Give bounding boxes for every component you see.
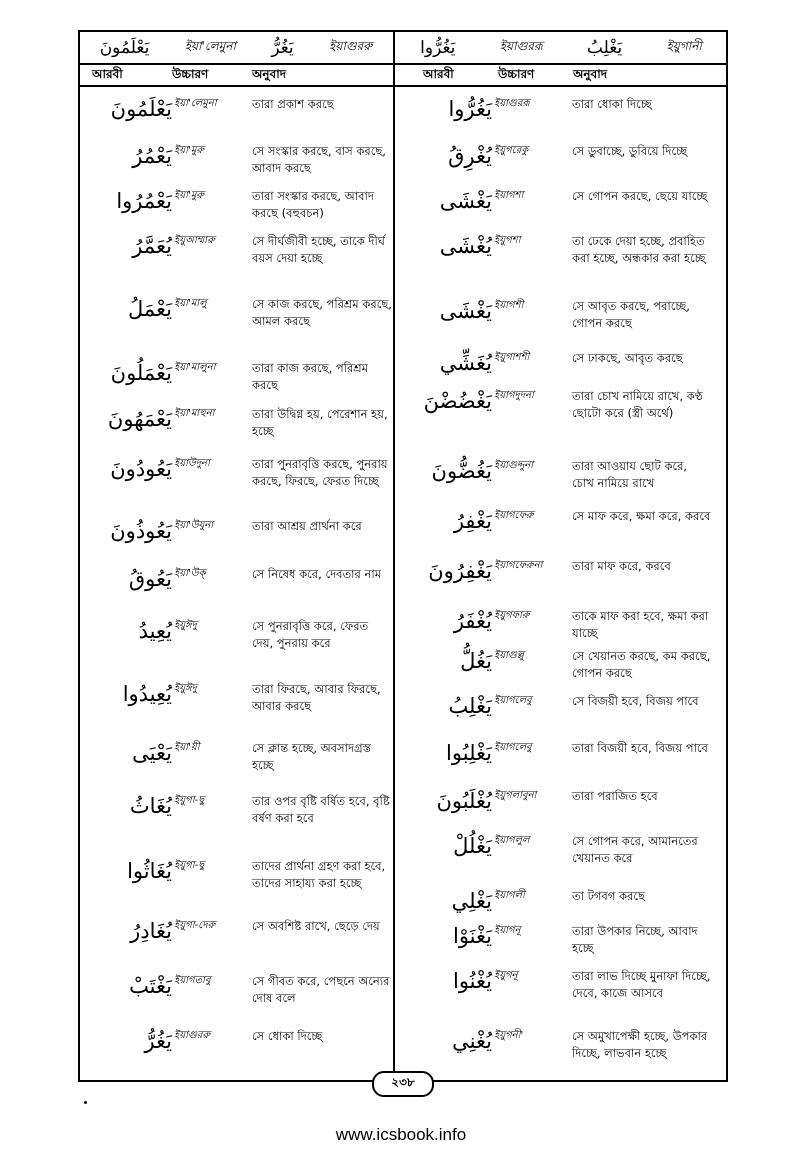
pronunciation: ইয়াগুল্লু — [494, 650, 524, 661]
arabic-word: يَغْلِبُوا — [446, 741, 492, 765]
header-right-pron-2: ইয়ুগানী — [666, 38, 702, 53]
arabic-word: يَعْمَلُ — [127, 297, 172, 321]
arabic-word: يَعْمَلُونَ — [110, 361, 172, 385]
meaning: তারা আশ্রয় প্রার্থনা করে — [252, 519, 362, 533]
meaning: তাকে মাফ করা হবে, ক্ষমা করা যাচ্ছে — [572, 609, 709, 640]
pronunciation: ইয়ুআম্মারু — [174, 235, 215, 246]
pronunciation: ইয়ুগা-ছু — [174, 860, 205, 871]
arabic-word: يُغْرِقُ — [448, 144, 492, 168]
col-header-meaning: অনুবাদ — [252, 66, 287, 81]
pronunciation: ইয়াগশী — [494, 300, 524, 311]
arabic-word: يَغْنَوْا — [453, 924, 492, 948]
pronunciation: ইয়াগুররু — [174, 1030, 211, 1041]
pronunciation: ইয়ুঈদু — [174, 683, 197, 694]
meaning: তারা লাভ দিচ্ছে মুনাফা দিচ্ছে, দেবে, কাজে আসবে — [572, 969, 711, 1000]
meaning: সে পুনরাবৃত্তি করে, ফেরত দেয়, পুনরায় করে — [252, 619, 369, 650]
header-left-pron-1: ইয়া'লেমুনা — [184, 38, 236, 53]
pronunciation: ইয়ুঈদু — [174, 620, 197, 631]
pronunciation: ইয়ুগা-দেরু — [174, 920, 216, 931]
meaning: তারা কাজ করছে, পরিশ্রম করছে — [252, 361, 369, 392]
meaning: তা ঢেকে দেয়া হচ্ছে, প্রবাহিত করা হচ্ছে, অন্ধকার করা হচ্ছে — [572, 234, 706, 265]
pronunciation: ইয়াগনূ — [494, 925, 521, 936]
meaning: তারা উপকার নিচ্ছে, আবাদ হচ্ছে — [572, 924, 698, 955]
running-header-left — [82, 32, 390, 63]
header-left-arabic-1: يَعْلَمُونَ — [99, 37, 150, 58]
arabic-word: يَغْلِي — [451, 889, 492, 913]
pronunciation: ইয়া'উক্ — [174, 568, 206, 579]
meaning: তারা ফিরছে, আবার ফিরছে, আবার করছে — [252, 682, 381, 713]
meaning: তারা প্রকাশ করছে — [252, 97, 334, 111]
pronunciation: ইয়ুগনূ — [494, 970, 518, 981]
pronunciation: ইয়া'য়ী — [174, 742, 200, 753]
arabic-word: يُعِيدُوا — [122, 682, 172, 706]
pronunciation: ইয়াগতাবু — [174, 975, 211, 986]
meaning: সে কাজ করছে, পরিশ্রম করছে, আমল করছে — [252, 297, 392, 328]
pronunciation: ইয়া'মালুনা — [174, 362, 216, 373]
pronunciation: ইয়াগফেরু — [494, 510, 534, 521]
arabic-word: يَغْشَى — [439, 299, 492, 323]
speck — [84, 1101, 87, 1104]
meaning: সে আবৃত করছে, পরাচ্ছে, গোপন করছে — [572, 299, 690, 330]
pronunciation: ইয়ুগাশশী — [494, 352, 530, 363]
pronunciation: ইয়াগশা — [494, 190, 524, 201]
arabic-word: يَعُوقُ — [128, 567, 172, 591]
meaning: তারা বিজয়ী হবে, বিজয় পাবে — [572, 741, 708, 755]
arabic-word: يُغَاثُ — [129, 794, 172, 818]
arabic-word: يُغْنِي — [452, 1029, 492, 1053]
pronunciation: ইয়া'মুরু — [174, 190, 204, 201]
arabic-word: يُغْلَبُونَ — [436, 789, 492, 813]
meaning: তারা আওয়ায ছোট করে, চোখ নামিয়ে রাখে — [572, 459, 688, 490]
arabic-word: يَعُوذُونَ — [110, 519, 172, 543]
header-left-arabic-2: يَغُرُّ — [271, 37, 294, 58]
meaning: সে গীবত করে, পেছনে অন্যের দোষ বলে — [252, 974, 390, 1005]
meaning: তারা উদ্বিগ্ন হয়, পেরেশান হয়, হচ্ছে — [252, 407, 388, 438]
pronunciation: ইয়াগলেবু — [494, 695, 532, 706]
meaning: সে নিষেধ করে, দেবতার নাম — [252, 567, 382, 581]
meaning: তারা সংস্কার করছে, আবাদ করছে (বহুবচন) — [252, 189, 374, 220]
meaning: সে ঢাকছে, আবৃত করছে — [572, 351, 683, 365]
meaning: সে ডুবাচ্ছে, ডুবিয়ে দিচ্ছে — [572, 144, 687, 158]
meaning: তাদের প্রার্থনা গ্রহণ করা হবে, তাদের সাহায্য করা হচ্ছে — [252, 859, 386, 890]
col-header-arabic: আরবী — [92, 66, 123, 81]
arabic-word: يَغْشَى — [439, 189, 492, 213]
column-headers-right — [398, 66, 724, 85]
meaning: তা টগবগ করছে — [572, 889, 645, 903]
meaning: তারা চোখ নামিয়ে রাখে, কণ্ঠ ছোটো করে (স্ত্রী অর্থে) — [572, 389, 703, 420]
arabic-word: يَغْتَبْ — [129, 974, 172, 998]
col-header-pron: উচ্চারণ — [172, 66, 209, 81]
meaning: তারা পুনরাবৃত্তি করছে, পুনরায় করছে, ফিরছে, ফেরত দিচ্ছে — [252, 457, 388, 488]
running-header-right — [398, 32, 724, 63]
right-column — [402, 88, 717, 1078]
column-headers-left — [82, 66, 390, 85]
meaning: সে দীর্ঘজীবী হচ্ছে, তাকে দীর্ঘ বয়স দেয়া হচ্ছে — [252, 234, 385, 265]
arabic-word: يَعْمُرُوا — [116, 189, 172, 213]
col-header-arabic: আরবী — [423, 66, 454, 81]
arabic-word: يُعِيدُ — [138, 619, 172, 643]
pronunciation: ইয়ুগফারু — [494, 610, 530, 621]
arabic-word: يَعْيَى — [132, 741, 172, 765]
pronunciation: ইয়ুগরেকু — [494, 145, 529, 156]
arabic-word: يَغْفِرُونَ — [428, 559, 492, 583]
pronunciation: ইয়াগলুল — [494, 835, 530, 846]
meaning: সে সংস্কার করছে, বাস করছে, আবাদ করছে — [252, 144, 386, 175]
pronunciation: ইয়াগদুদনা — [494, 390, 534, 401]
meaning: সে মাফ করে, ক্ষমা করে, করবে — [572, 509, 711, 523]
meaning: সে ক্লান্ত হচ্ছে, অবসাদগ্রস্ত হচ্ছে — [252, 741, 371, 772]
arabic-word: يَغُلُّ — [460, 649, 492, 673]
arabic-word: يَغْفِرُ — [453, 509, 492, 533]
pronunciation: ইয়াগলেবু — [494, 742, 532, 753]
arabic-word: يَعْمَهُونَ — [107, 407, 172, 431]
arabic-word: يَغْلِبُ — [448, 694, 492, 718]
pronunciation: ইয়াউদুনা — [174, 458, 210, 469]
arabic-word: يَعُودُونَ — [110, 457, 172, 481]
arabic-word: يَعْلَمُونَ — [110, 97, 172, 121]
pronunciation: ইয়ুগলাবুনা — [494, 790, 537, 801]
arabic-word: يَغْضُضْنَ — [423, 389, 492, 413]
meaning: সে অবশিষ্ট রাখে, ছেড়ে দেয় — [252, 919, 380, 933]
meaning: তার ওপর বৃষ্টি বর্ষিত হবে, বৃষ্টি বর্ষণ করা হবে — [252, 794, 390, 825]
pronunciation: ইয়ুগশা — [494, 235, 521, 246]
meaning: সে ধোকা দিচ্ছে — [252, 1029, 323, 1043]
arabic-word: يُغْفَرُ — [453, 609, 492, 633]
pronunciation: ইয়াগুররূ — [494, 98, 530, 109]
meaning: সে বিজয়ী হবে, বিজয় পাবে — [572, 694, 699, 708]
meaning: সে গোপন করে, আমানতের খেয়ানত করে — [572, 834, 698, 865]
pronunciation: ইয়া'লেমুনা — [174, 98, 217, 109]
pronunciation: ইয়া'উযুনা — [174, 520, 214, 531]
arabic-word: يُغْنُوا — [453, 969, 492, 993]
arabic-word: يَعْمُرُ — [132, 144, 172, 168]
meaning: তারা মাফ করে, করবে — [572, 559, 671, 573]
pronunciation: ইয়া'মুরু — [174, 145, 204, 156]
arabic-word: يُغَاثُوا — [127, 859, 172, 883]
pronunciation: ইয়ুগা-ছু — [174, 795, 205, 806]
header-right-pron-1: ইয়াগুররূ — [499, 38, 543, 53]
arabic-word: يُغَشِّي — [439, 351, 492, 375]
meaning: তারা পরাজিত হবে — [572, 789, 658, 803]
pronunciation: ইয়াগুদ্দুনা — [494, 460, 534, 471]
footer-url: www.icsbook.info — [335, 1125, 467, 1144]
arabic-word: يَغُرُّ — [144, 1029, 172, 1053]
meaning: সে গোপন করছে, ছেয়ে যাচ্ছে — [572, 189, 708, 203]
col-header-pron: উচ্চারণ — [498, 66, 535, 81]
pronunciation: ইয়া'মাহুনা — [174, 408, 215, 419]
arabic-word: يُغْشَى — [439, 234, 492, 258]
col-header-meaning: অনুবাদ — [573, 66, 608, 81]
pronunciation: ইয়া'মালু — [174, 298, 207, 309]
left-column — [82, 88, 397, 1078]
meaning: সে খেয়ানত করছে, কম করছে, গোপন করছে — [572, 649, 711, 680]
header-left-pron-2: ইয়াগুররু — [329, 38, 373, 53]
header-right-arabic-1: يَغُرُّوا — [420, 37, 456, 58]
arabic-word: يُغَادِرُ — [130, 919, 172, 943]
arabic-word: يَغُرُّوا — [448, 97, 492, 121]
page-number: ২৩৮ — [372, 1071, 434, 1097]
pronunciation: ইয়ুগনী' — [494, 1030, 524, 1041]
pronunciation: ইয়াগফেরুনা — [494, 560, 543, 571]
pronunciation: ইয়াগলী — [494, 890, 525, 901]
arabic-word: يُعَمَّرُ — [132, 234, 172, 258]
meaning: তারা ধোকা দিচ্ছে — [572, 97, 652, 111]
arabic-word: يَغْلُلْ — [453, 834, 492, 858]
meaning: সে অমুখাপেক্ষী হচ্ছে, উপকার দিচ্ছে, লাভবান হচ্ছে — [572, 1029, 708, 1060]
header-right-arabic-2: يَغْلِبُ — [586, 37, 623, 58]
arabic-word: يَغُضُّونَ — [431, 459, 492, 483]
